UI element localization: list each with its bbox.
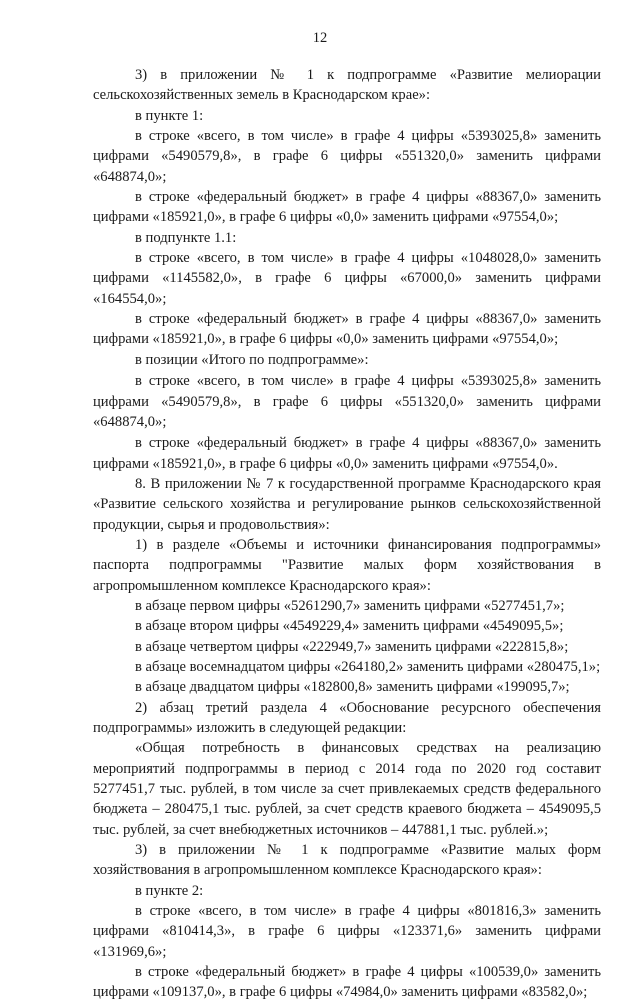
paragraph: в пункте 2:: [135, 882, 204, 899]
paragraph: в строке «федеральный бюджет» в графе 4 цифры «88367,0» заменить цифрами «185921,0», в графе 6 цифры «0,0» заменить цифрами «97554,0».: [93, 435, 601, 472]
paragraph: 8. В приложении № 7 к государственной программе Краснодарского края «Развитие сельского хозяйства и регулирование рынков сельскохозяйственной продукции, сырья и продовольствия»:: [93, 475, 601, 533]
paragraph: в строке «всего, в том числе» в графе 4 цифры «1048028,0» заменить цифрами «1145582,0», в графе 6 цифры «67000,0» заменить цифрами «164554,0»;: [93, 250, 601, 307]
paragraph: 3) в приложении № 1 к подпрограмме «Развитие малых форм хозяйствования в агропромышленном комплексе Краснодарского края»:: [93, 842, 601, 879]
paragraph: в абзаце двадцатом цифры «182800,8» заменить цифрами «199095,7»;: [135, 679, 570, 696]
paragraph: 3) в приложении № 1 к подпрограмме «Развитие мелиорации сельскохозяйственных земель в Краснодарском крае»:: [93, 67, 601, 104]
paragraph: в строке «федеральный бюджет» в графе 4 цифры «100539,0» заменить цифрами «109137,0», в графе 6 цифры «74984,0» заменить цифрами «83582,0»;: [93, 964, 601, 1001]
paragraph: в строке «всего, в том числе» в графе 4 цифры «5393025,8» заменить цифрами «5490579,8», в графе 6 цифры «551320,0» заменить цифрами «648874,0»;: [93, 373, 601, 430]
paragraph: в абзаце втором цифры «4549229,4» заменить цифрами «4549095,5»;: [135, 618, 564, 635]
paragraph: в позиции «Итого по подпрограмме»:: [135, 351, 369, 368]
paragraph: в абзаце первом цифры «5261290,7» заменить цифрами «5277451,7»;: [135, 597, 565, 614]
page-number: 12: [312, 30, 328, 46]
paragraph: в строке «всего, в том числе» в графе 4 цифры «801816,3» заменить цифрами «810414,3», в графе 6 цифры «123371,6» заменить цифрами «131969,6»;: [93, 903, 601, 960]
paragraph: 1) в разделе «Объемы и источники финансирования подпрограммы» паспорта подпрограммы "Развитие малых форм хозяйствования в агропромышленном комплексе Краснодарского края»:: [93, 536, 601, 594]
paragraph: в абзаце восемнадцатом цифры «264180,2» заменить цифрами «280475,1»;: [135, 658, 601, 675]
paragraph: в строке «федеральный бюджет» в графе 4 цифры «88367,0» заменить цифрами «185921,0», в графе 6 цифры «0,0» заменить цифрами «97554,0»;: [93, 311, 601, 348]
paragraph: в строке «федеральный бюджет» в графе 4 цифры «88367,0» заменить цифрами «185921,0», в графе 6 цифры «0,0» заменить цифрами «97554,0»;: [93, 189, 601, 226]
paragraph: «Общая потребность в финансовых средствах на реализацию мероприятий подпрограммы в период с 2014 года по 2020 год составит 5277451,7 тыс. рублей, в том числе за счет привлекаемых средств федерального бюджета – 280475,1 тыс. рублей, за счет средств краевого бюджета – 4549095,5 тыс. рублей, за счет внебюджетных источников – 447881,1 тыс. рублей.»;: [93, 740, 601, 838]
paragraph: в строке «всего, в том числе» в графе 4 цифры «5393025,8» заменить цифрами «5490579,8», в графе 6 цифры «551320,0» заменить цифрами «648874,0»;: [93, 128, 601, 185]
paragraph: в пункте 1:: [135, 107, 204, 124]
paragraph: 2) абзац третий раздела 4 «Обоснование ресурсного обеспечения подпрограммы» изложить в следующей редакции:: [93, 699, 601, 736]
document-body: [93, 65, 601, 1003]
paragraph: в подпункте 1.1:: [135, 229, 237, 246]
paragraph: в абзаце четвертом цифры «222949,7» заменить цифрами «222815,8»;: [135, 638, 569, 655]
